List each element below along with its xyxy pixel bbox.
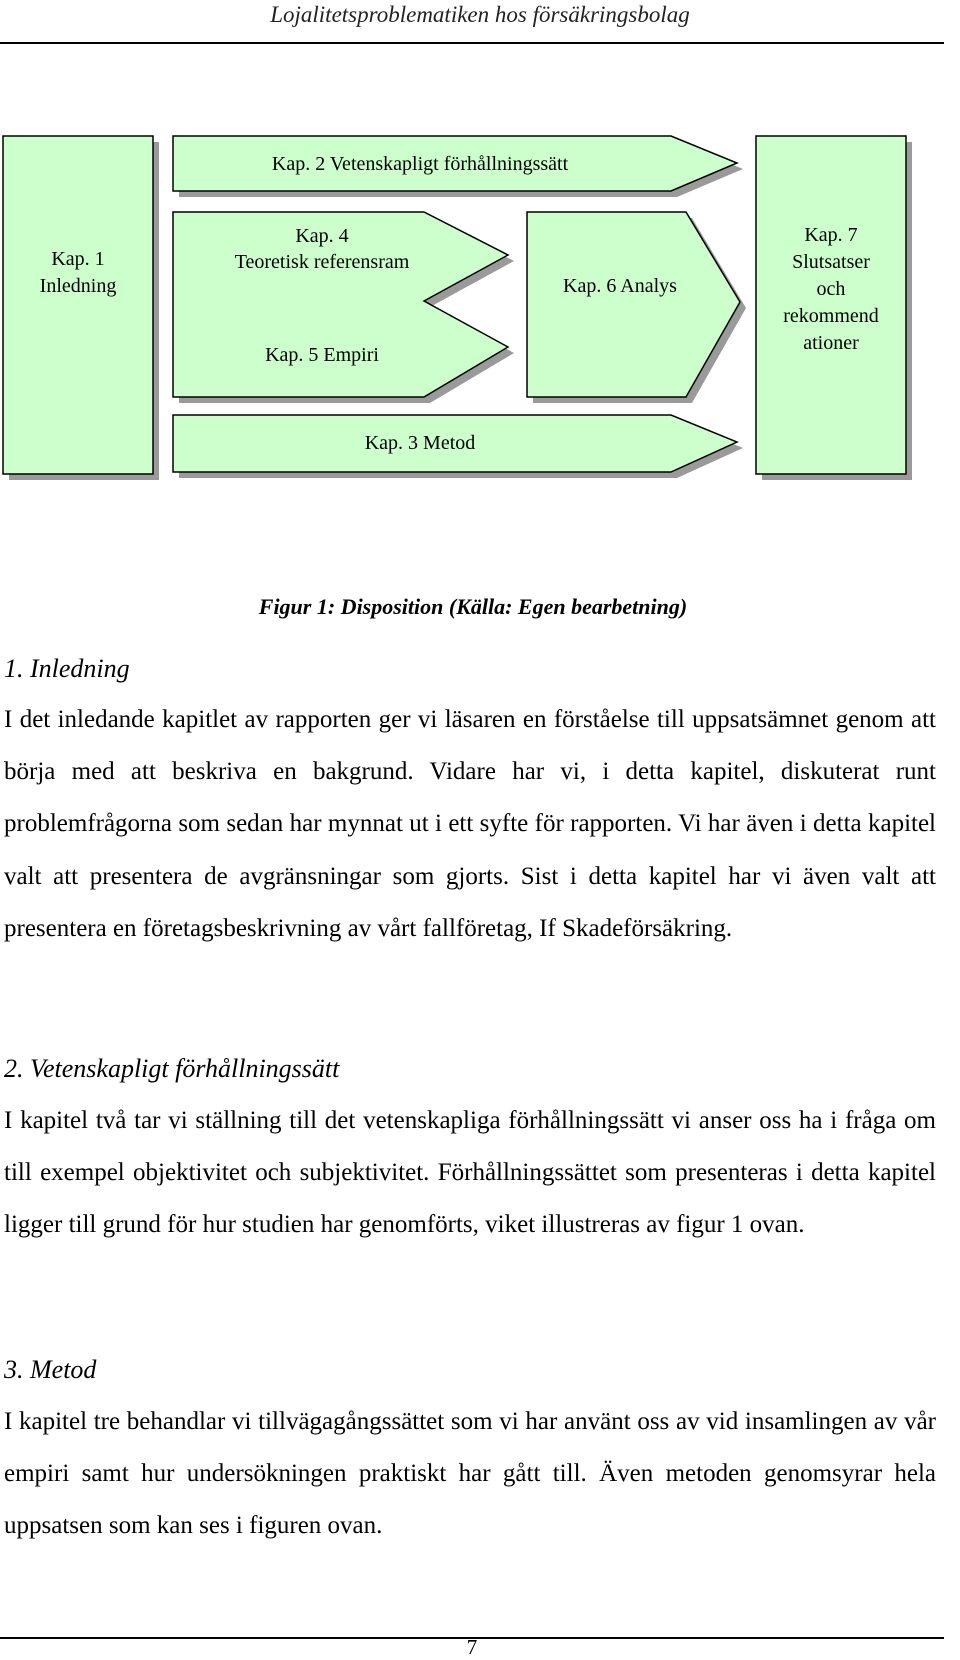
disposition-diagram [0, 125, 960, 515]
section-body-metod: I kapitel tre behandlar vi tillvägagångssättet som vi har använt oss av vid insamlingen av vår empiri samt hur undersökningen praktiskt har gått till. Även metoden genomsyrar hela uppsatsen som kan ses i figuren ovan. [4, 1408, 936, 1540]
kap5-label: Kap. 5 Empiri [265, 344, 379, 366]
page-number: 7 [466, 1635, 478, 1659]
kap4-line1: Kap. 4 [295, 225, 349, 247]
kap7-line3: och [816, 278, 846, 300]
kap7-line4: rekommend [783, 305, 879, 327]
kap1-line1: Kap. 1 [51, 248, 105, 270]
section-body-vetenskapligt: I kapitel två tar vi ställning till det vetenskapliga förhållningssätt vi anser oss ha i fråga om till exempel objektivitet och subjektivitet. Förhållningssättet som presenteras i detta kapitel ligger till grund för hur studien har genomförts, viket illustreras av figur 1 ovan. [4, 1107, 936, 1239]
kap7-line1: Kap. 7 [804, 224, 858, 246]
kap7-line5: ationer [803, 332, 859, 354]
kap3-label: Kap. 3 Metod [364, 432, 476, 454]
header-rule [0, 42, 944, 44]
kap7-box [756, 136, 906, 474]
running-header: Lojalitetsproblematiken hos försäkringsbolag [270, 2, 690, 27]
kap1-box [3, 136, 153, 474]
figure-caption: Figur 1: Disposition (Källa: Egen bearbetning) [258, 594, 688, 619]
kap4-line2: Teoretisk referensram [234, 251, 410, 273]
kap3-arrow [173, 415, 737, 472]
section-heading-inledning: 1. Inledning [4, 654, 130, 683]
kap6-label: Kap. 6 Analys [563, 275, 677, 297]
kap2-arrow [173, 136, 737, 191]
section-body-inledning: I det inledande kapitlet av rapporten ger vi läsaren en förståelse till uppsatsämnet genom att börja med att beskriva en bakgrund. Vidare har vi, i detta kapitel, diskuterat runt problemfrågorna som sedan har mynnat ut i ett syfte för rapporten. Vi har även i detta kapitel valt att presentera de avgränsningar som gjorts. Sist i detta kapitel har vi även valt att presentera en företagsbeskrivning av vårt fallföretag, If Skadeförsäkring. [4, 706, 936, 942]
kap1-line2: Inledning [39, 275, 117, 297]
kap2-label: Kap. 2 Vetenskapligt förhållningssätt [271, 153, 569, 175]
kap7-line2: Slutsatser [792, 251, 870, 273]
section-heading-metod: 3. Metod [4, 1355, 97, 1384]
kap4-kap5-box [173, 212, 508, 397]
section-heading-vetenskapligt: 2. Vetenskapligt förhållningssätt [4, 1054, 340, 1083]
